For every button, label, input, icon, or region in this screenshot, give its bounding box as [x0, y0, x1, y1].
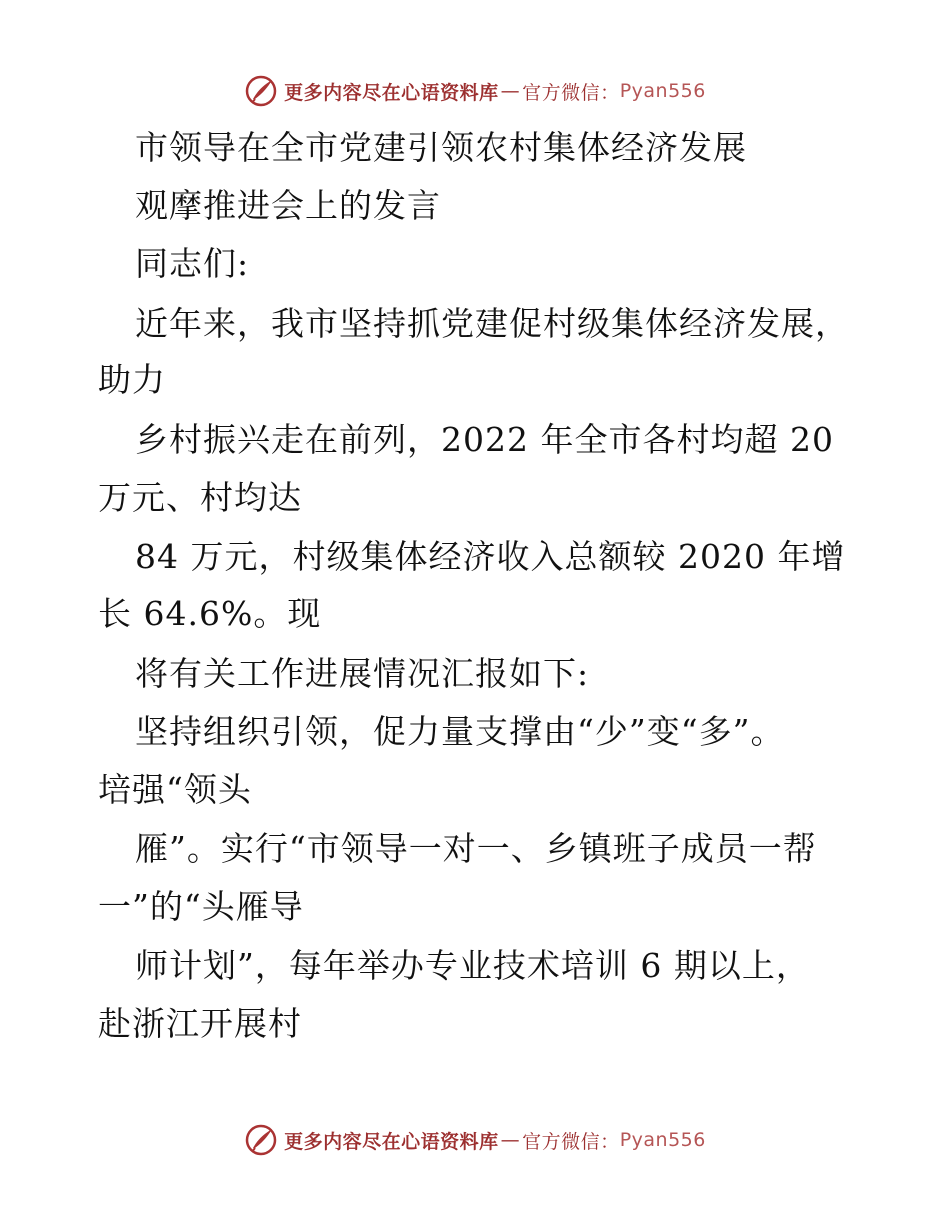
doc-line: 坚持组织引领，促力量支撑由“少”变“多”。 [135, 712, 785, 751]
doc-line: 84 万元，村级集体经济收入总额较 2020 年增 [135, 537, 846, 576]
watermark-dash: — [500, 1129, 521, 1151]
footer-watermark [0, 1120, 950, 1160]
watermark-dash: — [500, 80, 521, 102]
doc-line: 乡村振兴走在前列，2022 年全市各村均超 20 [135, 420, 834, 459]
watermark-wechat-id: Pyan556 [619, 1129, 706, 1151]
watermark-wechat-id: Pyan556 [619, 80, 706, 102]
watermark-text: 更多内容尽在心语资料库 [284, 81, 499, 104]
doc-title-line-2: 观摩推进会上的发言 [135, 186, 441, 225]
doc-line: 助力 [98, 360, 166, 399]
doc-title-line-1: 市领导在全市党建引领农村集体经济发展 [135, 128, 747, 167]
doc-line: 长 64.6%。现 [98, 594, 322, 633]
watermark-wechat-label: 官方微信： [522, 81, 620, 104]
doc-line: 赴浙江开展村 [98, 1004, 302, 1043]
watermark-wechat-label: 官方微信： [522, 1130, 620, 1153]
doc-line: 师计划”，每年举办专业技术培训 6 期以上， [135, 946, 810, 985]
header-watermark [0, 71, 950, 111]
doc-line: 将有关工作进展情况汇报如下: [135, 654, 590, 693]
doc-line: 培强“领头 [98, 770, 252, 809]
doc-line: 一”的“头雁导 [98, 887, 304, 926]
watermark-text: 更多内容尽在心语资料库 [284, 1130, 499, 1153]
quill-logo-icon [244, 1123, 278, 1157]
doc-line: 万元、村均达 [98, 478, 302, 517]
doc-salutation: 同志们: [135, 244, 250, 283]
doc-line: 近年来，我市坚持抓党建促村级集体经济发展， [135, 304, 849, 343]
quill-logo-icon [244, 74, 278, 108]
doc-line: 雁”。实行“市领导一对一、乡镇班子成员一帮 [135, 829, 817, 868]
